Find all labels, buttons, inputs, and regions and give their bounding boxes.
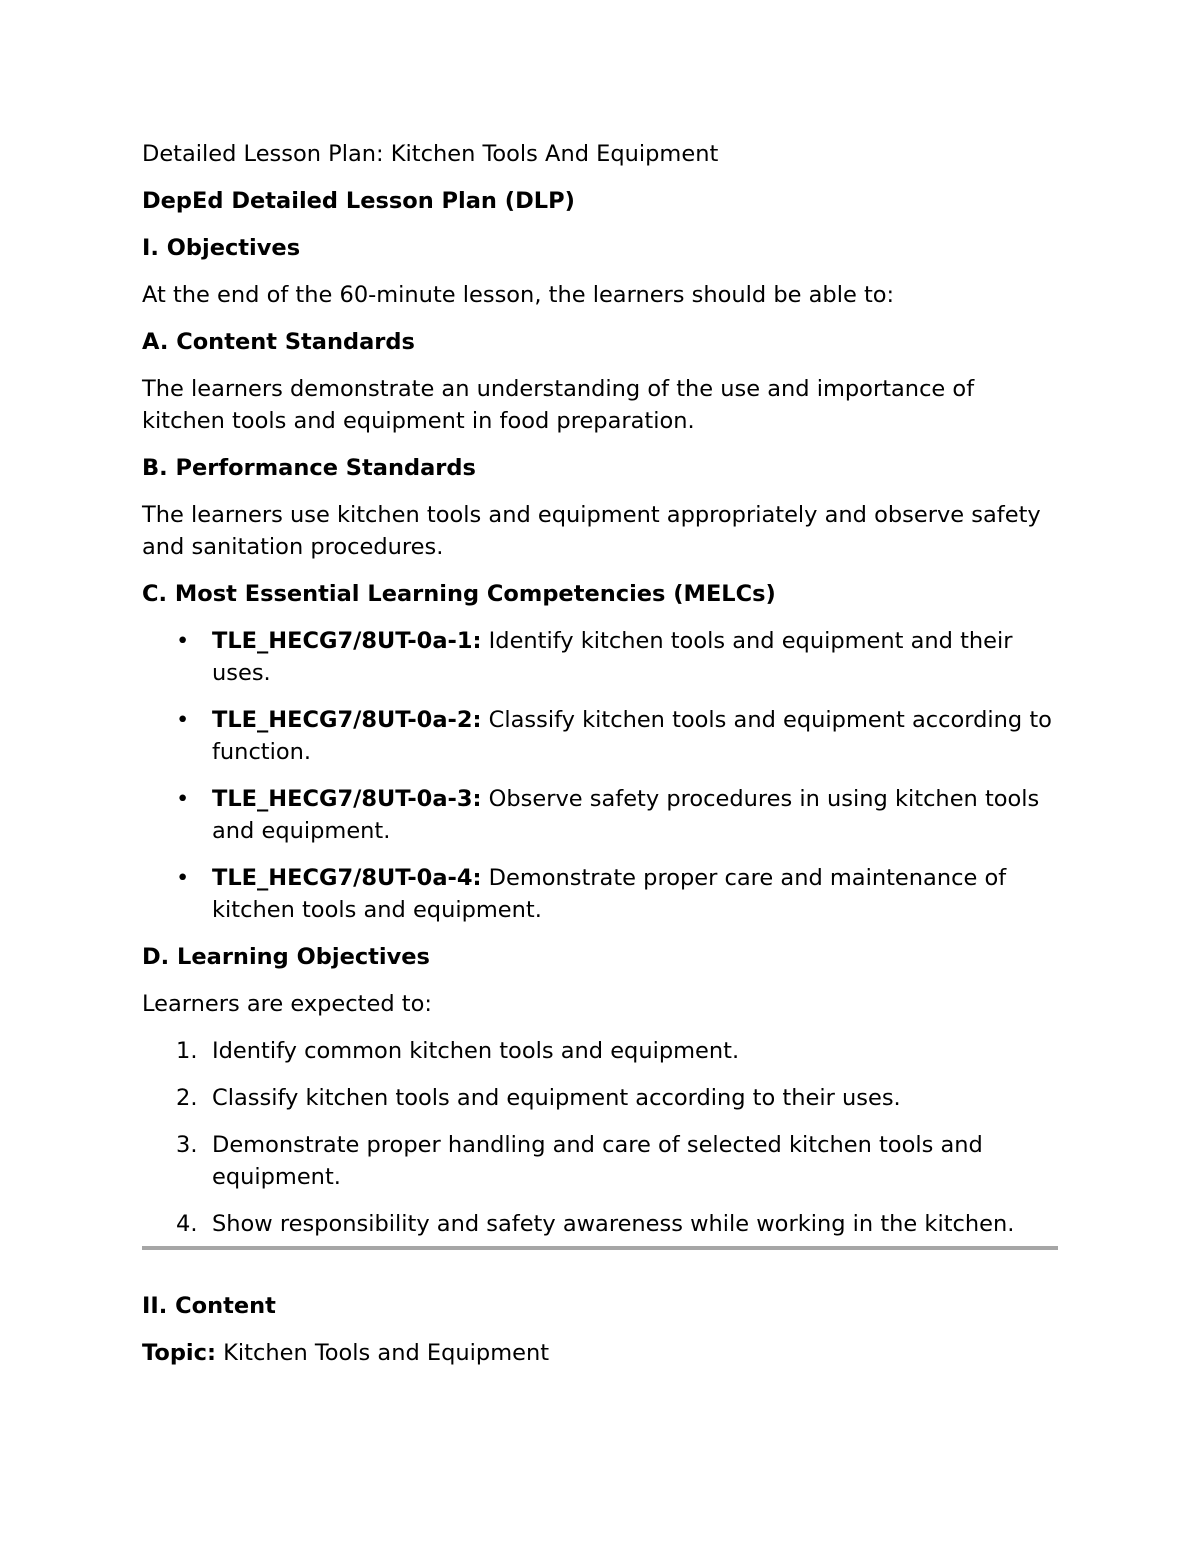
performance-standards-heading: B. Performance Standards: [142, 455, 476, 481]
performance-standards-text: The learners use kitchen tools and equipment appropriately and observe safety and sanitation procedures.: [142, 502, 1041, 560]
item-number: 4.: [176, 1211, 198, 1237]
item-text: Show responsibility and safety awareness while working in the kitchen.: [212, 1211, 1015, 1237]
list-item: [176, 1208, 1060, 1240]
document-title: Detailed Lesson Plan: Kitchen Tools And Equipment: [142, 141, 719, 167]
topic-value: Kitchen Tools and Equipment: [215, 1340, 550, 1366]
content-heading: II. Content: [142, 1293, 276, 1319]
item-number: 3.: [176, 1132, 198, 1158]
content-standards-heading: A. Content Standards: [142, 329, 415, 355]
list-item: [176, 1082, 1060, 1114]
list-item: [212, 862, 1060, 926]
item-number: 1.: [176, 1038, 198, 1064]
melc-text: Demonstrate proper care and maintenance of kitchen tools and equipment.: [212, 865, 1007, 923]
list-item: [212, 625, 1060, 689]
melc-text: Classify kitchen tools and equipment according to function.: [212, 707, 1052, 765]
document-subtitle: DepEd Detailed Lesson Plan (DLP): [142, 188, 575, 214]
list-item: [176, 1129, 1060, 1193]
list-item: [212, 704, 1060, 768]
melc-code: TLE_HECG7/8UT-0a-4:: [212, 865, 482, 891]
item-text: Classify kitchen tools and equipment according to their uses.: [212, 1085, 901, 1111]
objectives-intro: At the end of the 60-minute lesson, the learners should be able to:: [142, 282, 895, 308]
item-number: 2.: [176, 1085, 198, 1111]
list-item: [212, 783, 1060, 847]
item-text: Identify common kitchen tools and equipment.: [212, 1038, 740, 1064]
melc-text: Identify kitchen tools and equipment and their uses.: [212, 628, 1013, 686]
list-item: [176, 1035, 1060, 1067]
melc-code: TLE_HECG7/8UT-0a-2:: [212, 707, 482, 733]
objectives-heading: I. Objectives: [142, 235, 301, 261]
melc-text: Observe safety procedures in using kitchen tools and equipment.: [212, 786, 1040, 844]
document-page: [142, 138, 1060, 1384]
topic-line: [142, 1337, 1060, 1369]
horizontal-rule: [142, 1246, 1058, 1250]
content-standards-text: The learners demonstrate an understanding of the use and importance of kitchen tools and equipment in food preparation.: [142, 376, 975, 434]
topic-label: Topic:: [142, 1340, 216, 1366]
learning-objectives-heading: D. Learning Objectives: [142, 944, 430, 970]
item-text: Demonstrate proper handling and care of selected kitchen tools and equipment.: [212, 1132, 983, 1190]
learning-objectives-list: [142, 1035, 1060, 1240]
melcs-heading: C. Most Essential Learning Competencies (MELCs): [142, 581, 776, 607]
learning-objectives-intro: Learners are expected to:: [142, 991, 432, 1017]
melc-code: TLE_HECG7/8UT-0a-1:: [212, 628, 482, 654]
melc-code: TLE_HECG7/8UT-0a-3:: [212, 786, 482, 812]
melcs-list: [142, 625, 1060, 926]
